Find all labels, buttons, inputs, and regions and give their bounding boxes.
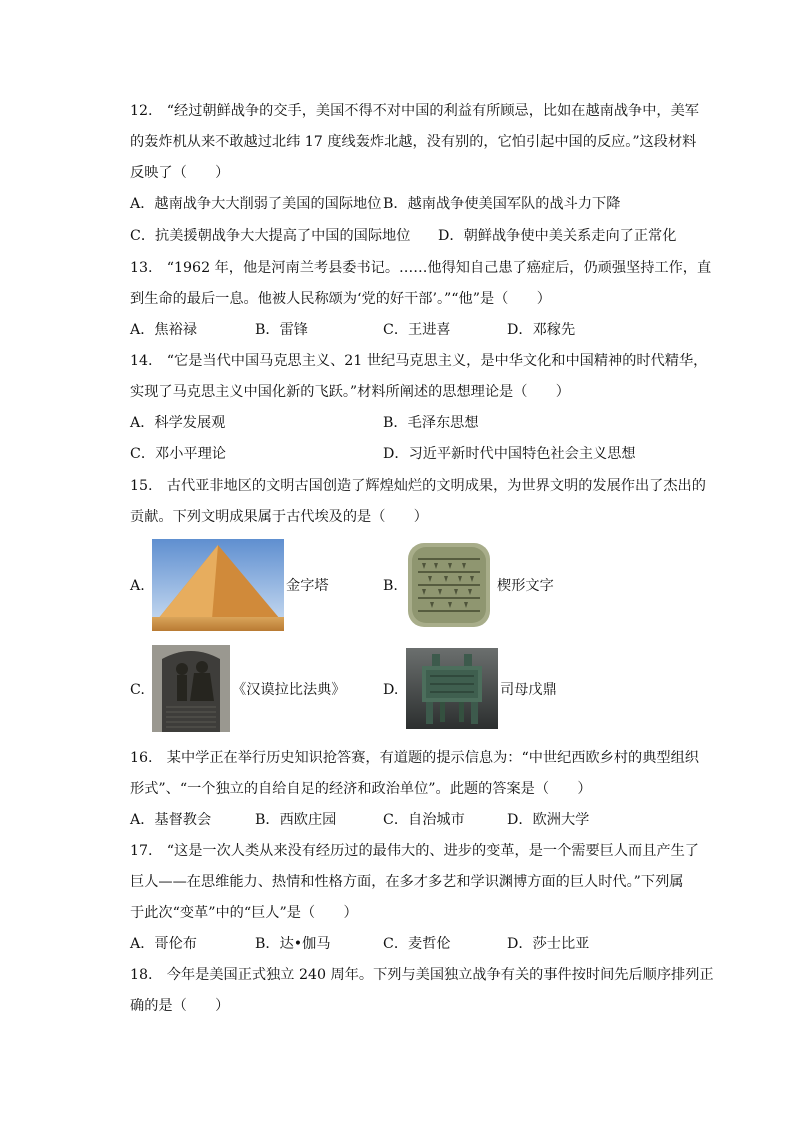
q14-option-a: A．科学发展观 xyxy=(130,415,226,431)
q15-option-c-caption: 《汉谟拉比法典》 xyxy=(232,682,346,698)
q17-option-a: A．哥伦布 xyxy=(130,936,197,952)
hammurabi-stele-image xyxy=(152,645,230,732)
q16-option-d: D．欧洲大学 xyxy=(507,812,590,828)
q13-option-b: B．雷锋 xyxy=(255,322,308,338)
q14-option-d: D．习近平新时代中国特色社会主义思想 xyxy=(383,446,636,462)
q16-option-b: B．西欧庄园 xyxy=(255,812,337,828)
q18-stem-line2: 确的是（ ） xyxy=(130,998,230,1014)
q12-option-a: A．越南战争大大削弱了美国的国际地位 xyxy=(130,196,382,212)
q12-option-c: C．抗美援朝战争大大提高了中国的国际地位 xyxy=(130,228,411,244)
q15-option-d-label: D. xyxy=(383,682,399,698)
cuneiform-tablet-image xyxy=(404,539,494,631)
q15-stem-line2: 贡献。下列文明成果属于古代埃及的是（ ） xyxy=(130,509,428,525)
q13-stem-line2: 到生命的最后一息。他被人民称颂为‘党的好干部’。”“他”是（ ） xyxy=(130,291,551,307)
q15-option-a-caption: 金字塔 xyxy=(286,578,329,594)
q17-stem-line2: 巨人——在思维能力、热情和性格方面，在多才多艺和学识渊博方面的巨人时代。”下列属 xyxy=(130,874,684,890)
q12-stem-line3: 反映了（ ） xyxy=(130,165,230,181)
q13-option-d: D．邓稼先 xyxy=(507,322,576,338)
q16-option-c: C．自治城市 xyxy=(383,812,465,828)
q12-option-b: B．越南战争使美国军队的战斗力下降 xyxy=(383,196,621,212)
q17-stem-line1: 17. “这是一次人类从来没有经历过的最伟大的、进步的变革，是一个需要巨人而且产生了 xyxy=(130,843,699,859)
q12-option-d: D．朝鲜战争使中美关系走向了正常化 xyxy=(438,228,677,244)
cuneiform-tablet-illustration xyxy=(404,539,494,631)
q15-option-d-caption: 司母戊鼎 xyxy=(500,682,557,698)
q15-option-a-label: A. xyxy=(130,578,145,594)
q12-stem-line2: 的轰炸机从来不敢越过北纬 17 度线轰炸北越，没有别的，它怕引起中国的反应。”这段材料 xyxy=(130,134,697,150)
q17-stem-line3: 于此次“变革”中的“巨人”是（ ） xyxy=(130,905,358,921)
q16-stem-line1: 16. 某中学正在举行历史知识抢答赛，有道题的提示信息为：“中世纪西欧乡村的典型组织 xyxy=(130,750,699,766)
q14-option-b: B．毛泽东思想 xyxy=(383,415,479,431)
simuwu-ding-illustration xyxy=(406,648,498,729)
q18-stem-line1: 18. 今年是美国正式独立 240 周年。下列与美国独立战争有关的事件按时间先后顺序排列正 xyxy=(130,967,714,983)
q15-stem-line1: 15. 古代亚非地区的文明古国创造了辉煌灿烂的文明成果，为世界文明的发展作出了杰出的 xyxy=(130,478,706,494)
q12-stem-line1: 12. “经过朝鲜战争的交手，美国不得不对中国的利益有所顾忌，比如在越南战争中，美军 xyxy=(130,103,699,119)
q15-option-c-label: C. xyxy=(130,682,145,698)
q14-option-c: C．邓小平理论 xyxy=(130,446,226,462)
q16-option-a: A．基督教会 xyxy=(130,812,212,828)
q17-option-d: D．莎士比亚 xyxy=(507,936,590,952)
pyramid-illustration xyxy=(152,539,284,631)
q13-stem-line1: 13. “1962 年，他是河南兰考县委书记。……他得知自己患了癌症后，仍顽强坚持工作，直 xyxy=(130,260,712,276)
simuwu-ding-image xyxy=(406,648,498,729)
q15-option-b-caption: 楔形文字 xyxy=(497,578,554,594)
q13-option-a: A．焦裕禄 xyxy=(130,322,197,338)
hammurabi-stele-illustration xyxy=(152,645,230,732)
q17-option-b: B．达•伽马 xyxy=(255,936,331,952)
pyramid-image xyxy=(152,539,284,631)
q16-stem-line2: 形式”、“一个独立的自给自足的经济和政治单位”。此题的答案是（ ） xyxy=(130,781,592,797)
q14-stem-line1: 14. “它是当代中国马克思主义、21 世纪马克思主义，是中华文化和中国精神的时代精华， xyxy=(130,353,708,369)
q13-option-c: C．王进喜 xyxy=(383,322,451,338)
q17-option-c: C．麦哲伦 xyxy=(383,936,451,952)
q15-option-b-label: B. xyxy=(383,578,398,594)
q14-stem-line2: 实现了马克思主义中国化新的飞跃。”材料所阐述的思想理论是（ ） xyxy=(130,384,570,400)
